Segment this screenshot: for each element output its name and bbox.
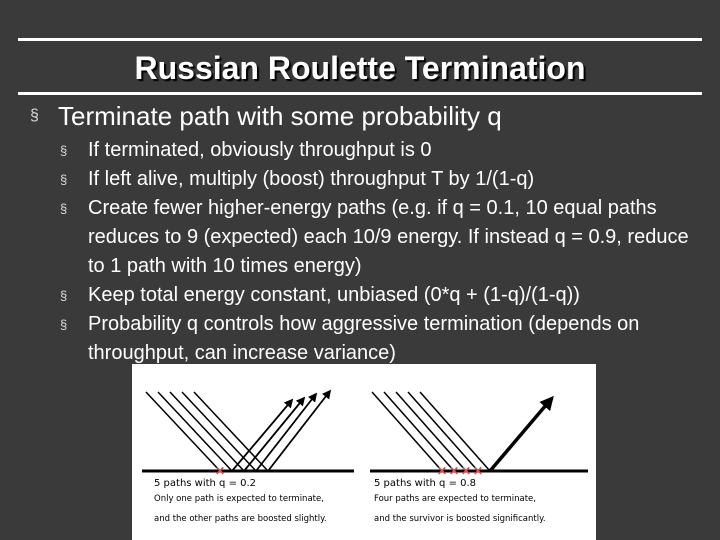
subbullet-text: If terminated, obviously throughput is 0 xyxy=(88,139,432,161)
outgoing-rays xyxy=(232,391,330,471)
right-panel-caption-2: and the survivor is boosted significantly. xyxy=(374,514,546,524)
subbullet xyxy=(30,136,710,165)
subbullet-text: Keep total energy constant, unbiased (0*q + (1-q)/(1-q)) xyxy=(88,284,580,306)
square-bullet-icon: § xyxy=(60,172,68,187)
roulette-diagram xyxy=(132,364,596,540)
russian-roulette-figure xyxy=(132,364,596,540)
svg-text:✕: ✕ xyxy=(448,464,460,478)
right-panel-label: 5 paths with q = 0.8 xyxy=(374,478,477,489)
left-panel-caption-1: Only one path is expected to terminate, xyxy=(154,494,324,504)
incoming-rays xyxy=(372,392,490,471)
outgoing-rays xyxy=(490,398,552,471)
svg-text:✕: ✕ xyxy=(460,464,472,478)
subbullet xyxy=(30,194,710,281)
subbullet-text: Create fewer higher-energy paths (e.g. if q = 0.1, 10 equal paths reduces to 9 (expected) each 10/9 energy. If instead q = 0.9, reduce to 1 path with 10 times energy) xyxy=(88,197,689,277)
left-panel-caption-2: and the other paths are boosted slightly. xyxy=(154,514,327,524)
left-panel xyxy=(142,391,354,524)
square-bullet-icon: § xyxy=(30,107,39,124)
svg-text:✕: ✕ xyxy=(436,464,448,478)
incoming-rays xyxy=(146,392,268,471)
bullet-main-text: Terminate path with some probability q xyxy=(58,101,502,131)
square-bullet-icon: § xyxy=(60,143,68,158)
subbullet-list xyxy=(30,136,710,368)
slide-title: Russian Roulette Termination xyxy=(134,50,586,86)
square-bullet-icon: § xyxy=(60,288,68,303)
bullet-list xyxy=(30,100,710,368)
terminated-marker xyxy=(215,464,225,478)
subbullet xyxy=(30,281,710,310)
subbullet xyxy=(30,310,710,368)
subbullet-text: Probability q controls how aggressive termination (depends on throughput, can increase variance) xyxy=(88,313,640,364)
terminated-markers xyxy=(437,464,483,478)
square-bullet-icon: § xyxy=(60,317,68,332)
subbullet xyxy=(30,165,710,194)
left-panel-label: 5 paths with q = 0.2 xyxy=(154,478,257,489)
title-rule-bottom xyxy=(18,92,702,95)
svg-text:✕: ✕ xyxy=(472,464,484,478)
bullet-main xyxy=(30,100,710,132)
subbullet-text: If left alive, multiply (boost) throughput T by 1/(1-q) xyxy=(88,168,535,190)
svg-text:✕: ✕ xyxy=(214,464,226,478)
right-panel-caption-1: Four paths are expected to terminate, xyxy=(374,494,536,504)
right-panel xyxy=(370,392,588,524)
title-rule-top xyxy=(18,38,702,41)
square-bullet-icon: § xyxy=(60,201,68,216)
